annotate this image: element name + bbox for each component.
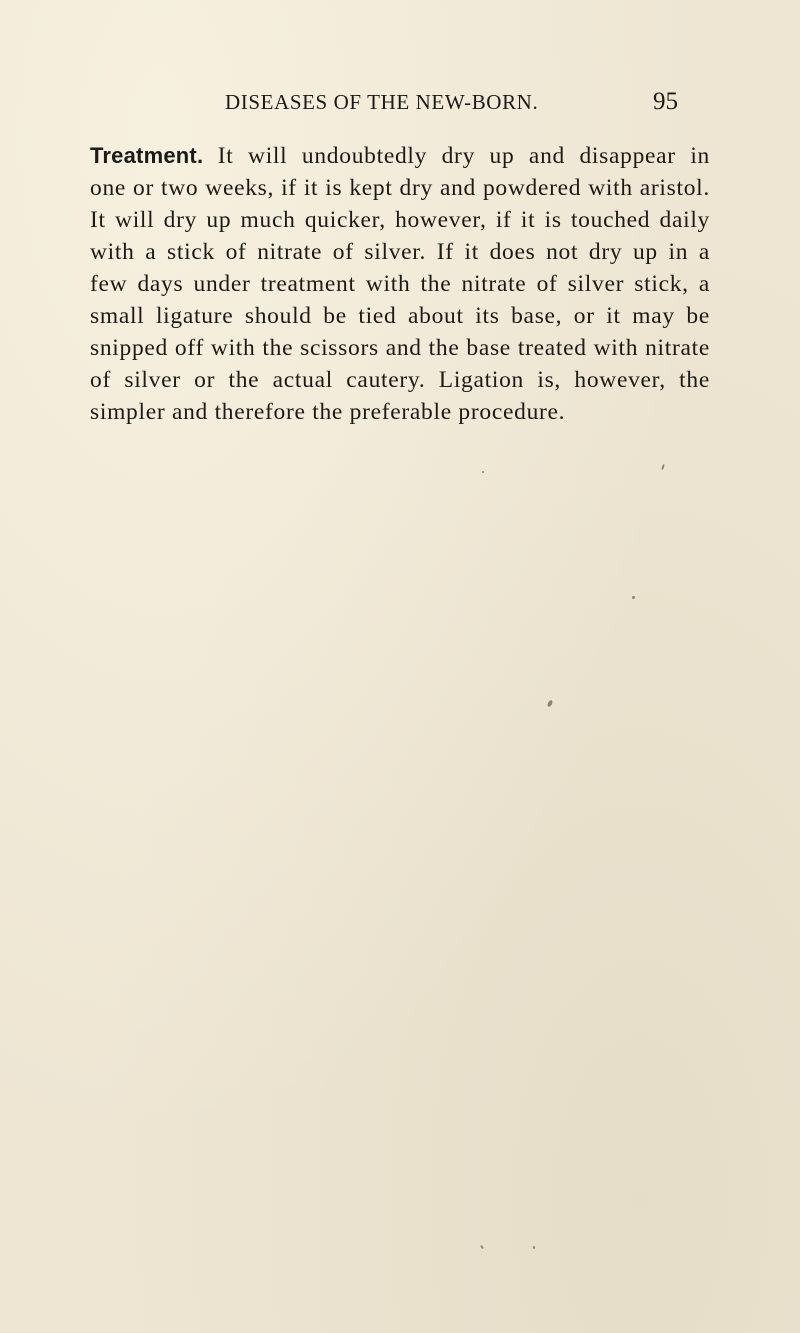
page-number: 95: [653, 88, 678, 115]
paper-speck: [632, 596, 635, 599]
paragraph-line: It will dry up much quicker, however, if it is touched daily: [90, 207, 710, 233]
paragraph-line: [90, 140, 710, 172]
paragraph-line: few days under treatment with the nitrate of silver stick, a: [90, 271, 710, 297]
paragraph-line: of silver or the actual cautery. Ligation is, however, the: [90, 367, 710, 393]
paper-speck: [482, 471, 484, 473]
paragraph-line: one or two weeks, if it is kept dry and powdered with aristol.: [90, 175, 710, 201]
run-in-heading: Treatment.: [90, 143, 204, 168]
treatment-paragraph: [90, 140, 710, 428]
line-text: It will undoubtedly dry up and disappear in: [203, 143, 710, 169]
paragraph-line: simpler and therefore the preferable procedure.: [90, 399, 566, 425]
paragraph-line: small ligature should be tied about its base, or it may be: [90, 303, 710, 329]
paper-speck: [661, 464, 665, 470]
paper-speck: [547, 699, 554, 707]
paragraph-line: with a stick of nitrate of silver. If it does not dry up in a: [90, 239, 710, 265]
running-title: DISEASES OF THE NEW-BORN.: [225, 90, 539, 114]
paper-speck: [533, 1246, 535, 1249]
paper-speck: [480, 1245, 484, 1249]
running-head: [0, 90, 800, 122]
paragraph-line: snipped off with the scissors and the base treated with nitrate: [90, 335, 710, 361]
